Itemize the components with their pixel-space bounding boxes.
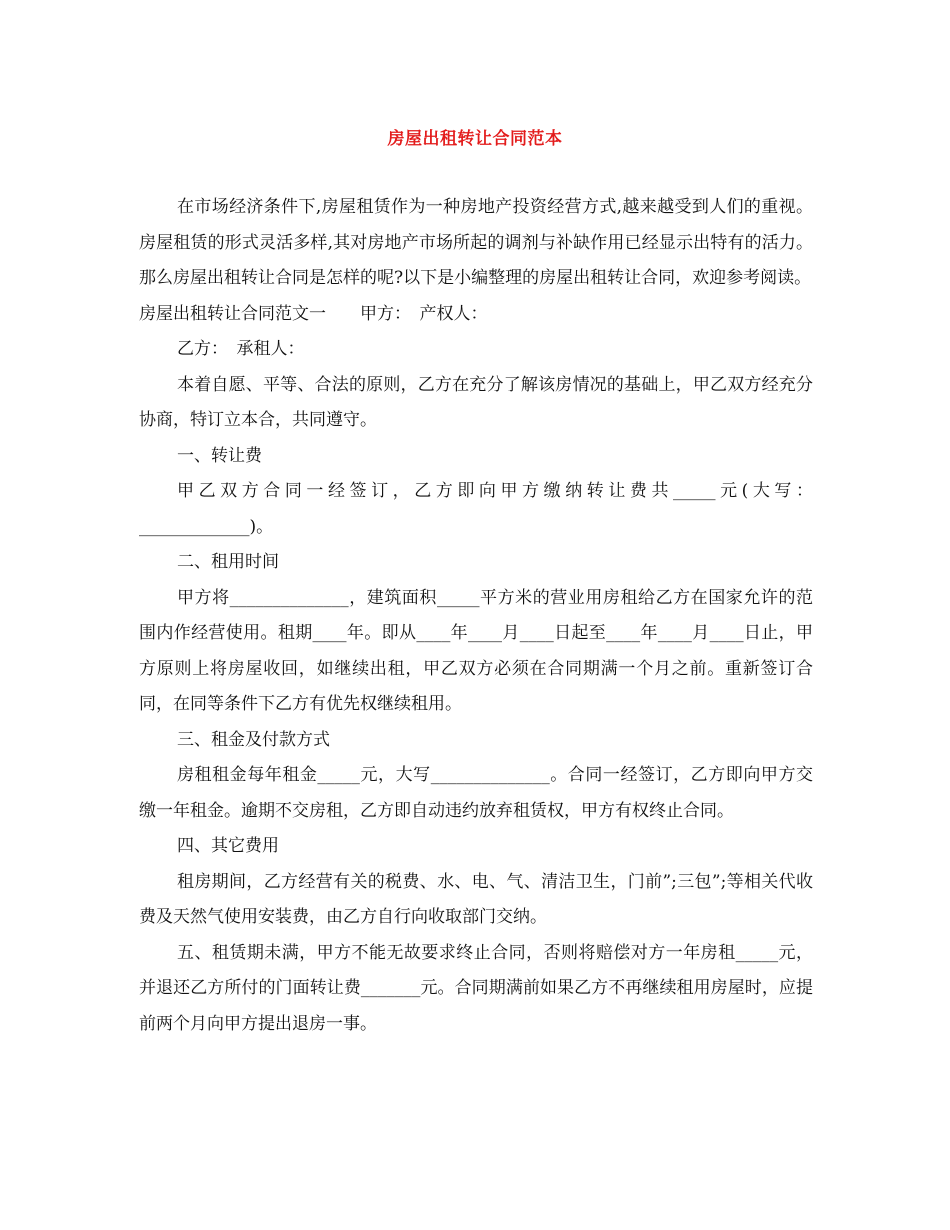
- document-title: 房屋出租转让合同范本: [387, 129, 563, 149]
- document-body: [139, 190, 813, 1042]
- paragraph-other-fees: 租房期间，乙方经营有关的税费、水、电、气、清洁卫生，门前”;三包”;等相关代收费及天然气使用安装费，由乙方自行向收取部门交纳。: [139, 871, 813, 927]
- section-heading-other-fees: 四、其它费用: [177, 836, 279, 856]
- paragraph-sample-heading: 房屋出租转让合同范文一 甲方： 产权人：: [139, 303, 488, 324]
- paragraph-principle: 本着自愿、平等、合法的原则，乙方在充分了解该房情况的基础上，甲乙双方经充分协商，特订立本合，共同遵守。: [139, 374, 813, 430]
- paragraph-lease-term: 甲方将______________，建筑面积_____平方米的营业用房租给乙方在国家允许的范围内作经营使用。租期____年。即从____年____月____日起至____年____月____日止，甲方原则上将房屋收回，如继续出租，甲乙双方必须在合同期满一个月之前。重新签订合同，在同等条件下乙方有优先权继续租用。: [139, 587, 813, 714]
- paragraph-termination: 五、租赁期未满，甲方不能无故要求终止合同，否则将赔偿对方一年房租_____元，并退还乙方所付的门面转让费_______元。合同期满前如果乙方不再继续租用房屋时，应提前两个月向甲方提出退房一事。: [139, 942, 813, 1034]
- paragraph-intro: 在市场经济条件下,房屋租赁作为一种房地产投资经营方式,越来越受到人们的重视。房屋租赁的形式灵活多样,其对房地产市场所起的调剂与补缺作用已经显示出特有的活力。那么房屋出租转让合同是怎样的呢?以下是小编整理的房屋出租转让合同，欢迎参考阅读。: [139, 197, 813, 288]
- paragraph-party-b: 乙方： 承租人：: [177, 339, 305, 359]
- section-heading-rent-payment: 三、租金及付款方式: [177, 729, 330, 750]
- section-heading-transfer-fee: 一、转让费: [177, 445, 262, 466]
- section-heading-lease-term: 二、租用时间: [177, 552, 279, 572]
- paragraph-rent-payment: 房租租金每年租金_____元，大写______________。合同一经签订，乙方即向甲方交缴一年租金。逾期不交房租，乙方即自动违约放弃租赁权，甲方有权终止合同。: [139, 765, 813, 821]
- paragraph-transfer-fee: 甲乙双方合同一经签订，乙方即向甲方缴纳转让费共_____元(大写：_____________)。: [139, 481, 813, 537]
